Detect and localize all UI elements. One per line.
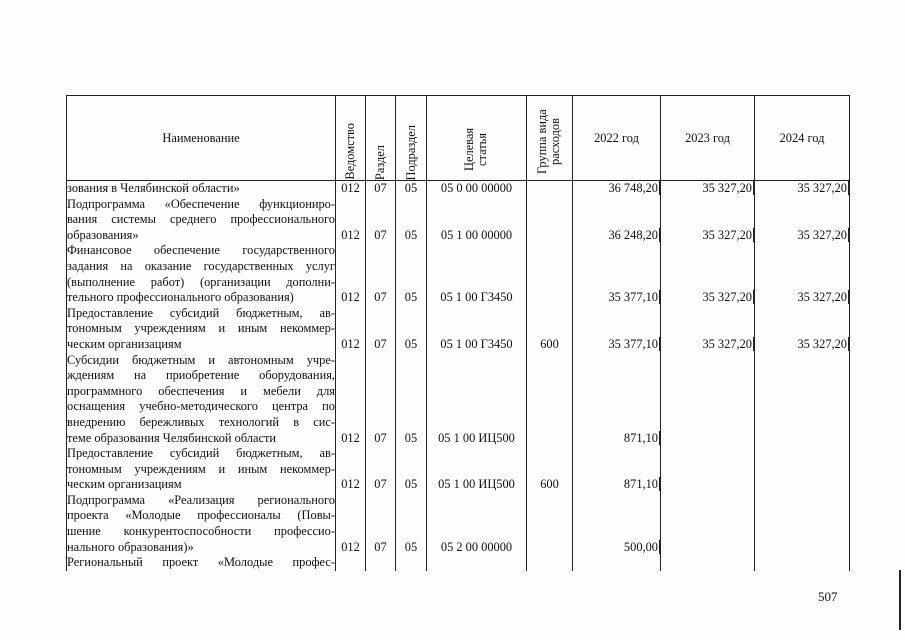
row-2024-value: 35 327,20 [797, 290, 847, 305]
row-2023 [661, 353, 755, 447]
header-target: Целевая статья [427, 96, 527, 181]
table-row-partial [67, 555, 850, 571]
row-2022-value: 35 377,10 [608, 336, 658, 351]
row-group: 600 [527, 446, 573, 493]
table-row [67, 181, 850, 197]
table-body [67, 181, 850, 571]
row-2022-value: 871,10 [623, 477, 658, 492]
row-2023 [661, 243, 755, 305]
row-podrazdel: 05 [396, 243, 427, 305]
row-razdel: 07 [366, 197, 396, 244]
row-2024 [755, 306, 850, 353]
table-row [67, 243, 850, 305]
empty-cell [755, 555, 850, 571]
row-vedomstvo: 012 [336, 197, 366, 244]
row-2022 [573, 181, 661, 197]
row-name-line: тономным учреждениям и иным некоммер- [67, 321, 335, 336]
row-target: 05 1 00 ИЦ500 [427, 446, 527, 493]
row-name-line: (выполнение работ) (организации дополни- [67, 274, 335, 289]
row-target: 05 2 00 00000 [427, 493, 527, 555]
header-podrazdel: Подраздел [396, 96, 427, 181]
row-podrazdel: 05 [396, 306, 427, 353]
row-2022 [573, 446, 661, 493]
row-podrazdel: 05 [396, 181, 427, 197]
row-name-line: зования в Челябинской области» [67, 181, 240, 195]
row-2022-value: 36 248,20 [608, 227, 658, 242]
row-name-line: Предоставление субсидий бюджетным, ав- [67, 446, 335, 461]
row-name [67, 493, 336, 555]
header-2022: 2022 год [573, 96, 661, 181]
table-row [67, 306, 850, 353]
row-name [67, 353, 336, 447]
row-2024 [755, 197, 850, 244]
row-vedomstvo: 012 [336, 306, 366, 353]
header-razdel: Раздел [366, 96, 396, 181]
row-2023-value: 35 327,20 [702, 227, 752, 242]
row-2024-value [848, 477, 849, 491]
row-name-line: нального образования)» [67, 539, 194, 554]
row-name [67, 555, 336, 571]
empty-cell [573, 555, 661, 571]
row-2024 [755, 353, 850, 447]
row-name-line: тономным учреждениям и иным некоммер- [67, 461, 335, 476]
row-2022-value: 36 748,20 [608, 181, 658, 195]
row-name-line: ческим организациям [67, 477, 182, 492]
header-group: Группа вида расходов [527, 96, 573, 181]
row-2024 [755, 181, 850, 197]
row-group: 600 [527, 306, 573, 353]
row-razdel: 07 [366, 181, 396, 197]
row-razdel: 07 [366, 446, 396, 493]
row-podrazdel: 05 [396, 446, 427, 493]
empty-cell [527, 555, 573, 571]
row-2022 [573, 306, 661, 353]
row-2023-value [753, 477, 754, 491]
row-podrazdel: 05 [396, 493, 427, 555]
row-2023 [661, 446, 755, 493]
row-group [527, 181, 573, 197]
row-name [67, 243, 336, 305]
row-2023-value [753, 431, 754, 445]
row-name-line: теме образования Челябинской области [67, 430, 277, 445]
row-name [67, 197, 336, 244]
row-name-line: Подпрограмма «Реализация регионального [67, 492, 335, 507]
row-name-line: проекта «Молодые профессионалы (Повы- [67, 508, 335, 523]
header-vedomstvo: Ведомство [336, 96, 366, 181]
empty-cell [661, 555, 755, 571]
row-podrazdel: 05 [396, 353, 427, 447]
row-vedomstvo: 012 [336, 493, 366, 555]
row-2022-value: 35 377,10 [608, 290, 658, 305]
row-2022 [573, 243, 661, 305]
row-vedomstvo: 012 [336, 353, 366, 447]
row-2024-value: 35 327,20 [797, 181, 847, 195]
row-razdel: 07 [366, 306, 396, 353]
row-name-line: Субсидии бюджетным и автономным учре- [67, 352, 335, 367]
header-name: Наименование [67, 96, 336, 181]
row-target: 05 1 00 Г3450 [427, 306, 527, 353]
row-2023 [661, 181, 755, 197]
row-name-line: внедрению бережливых технологий в сис- [67, 414, 335, 429]
header-2024: 2024 год [755, 96, 850, 181]
row-2022-value: 500,00 [623, 539, 658, 554]
empty-cell [396, 555, 427, 571]
row-2022-value: 871,10 [623, 430, 658, 445]
row-group [527, 243, 573, 305]
row-group [527, 493, 573, 555]
row-2024 [755, 446, 850, 493]
row-name-line: программного обеспечения и мебели для [67, 383, 335, 398]
header-2023: 2023 год [661, 96, 755, 181]
row-name-line: тельного профессионального образования) [67, 290, 294, 305]
budget-table [66, 95, 850, 571]
page-edge-line [899, 570, 901, 630]
row-name [67, 306, 336, 353]
empty-cell [366, 555, 396, 571]
row-2023-value: 35 327,20 [702, 336, 752, 351]
table-row [67, 197, 850, 244]
row-razdel: 07 [366, 493, 396, 555]
row-target: 05 1 00 00000 [427, 197, 527, 244]
page-number: 507 [818, 589, 838, 604]
row-name-line: ческим организациям [67, 336, 182, 351]
row-2023-value: 35 327,20 [702, 290, 752, 305]
row-2024-value: 35 327,20 [797, 336, 847, 351]
row-2023 [661, 197, 755, 244]
row-2023-value [753, 540, 754, 554]
row-vedomstvo: 012 [336, 446, 366, 493]
row-vedomstvo: 012 [336, 243, 366, 305]
row-razdel: 07 [366, 243, 396, 305]
row-2024-value [848, 431, 849, 445]
row-razdel: 07 [366, 353, 396, 447]
row-2023 [661, 306, 755, 353]
table-row [67, 446, 850, 493]
row-2022 [573, 493, 661, 555]
row-name-line: оснащения учебно-методического центра по [67, 399, 335, 414]
row-2024-value: 35 327,20 [797, 227, 847, 242]
row-podrazdel: 05 [396, 197, 427, 244]
row-2024 [755, 243, 850, 305]
empty-cell [336, 555, 366, 571]
row-2023-value: 35 327,20 [702, 181, 752, 195]
row-target: 05 1 00 ИЦ500 [427, 353, 527, 447]
row-name-line: образования» [67, 227, 139, 242]
row-vedomstvo: 012 [336, 181, 366, 197]
row-name-line: задания на оказание государственных услуг [67, 258, 335, 273]
row-2022 [573, 353, 661, 447]
row-name-line: шение конкурентоспособности профессио- [67, 524, 335, 539]
row-name-line: Подпрограмма «Обеспечение функциониро- [67, 196, 335, 211]
row-group [527, 197, 573, 244]
row-2022 [573, 197, 661, 244]
row-target: 05 0 00 00000 [427, 181, 527, 197]
row-name-line: Предоставление субсидий бюджетным, ав- [67, 305, 335, 320]
table-row [67, 353, 850, 447]
row-2024-value [848, 540, 849, 554]
row-name-line: Региональный проект «Молодые профес- [67, 555, 335, 570]
table-row [67, 493, 850, 555]
row-name [67, 446, 336, 493]
row-2023 [661, 493, 755, 555]
row-name-line: ждениям на приобретение оборудования, [67, 368, 335, 383]
row-2024 [755, 493, 850, 555]
row-name-line: вания системы среднего профессионального [67, 212, 335, 227]
row-name-line: Финансовое обеспечение государственного [67, 243, 335, 258]
row-group [527, 353, 573, 447]
row-target: 05 1 00 Г3450 [427, 243, 527, 305]
row-name [67, 181, 336, 197]
empty-cell [427, 555, 527, 571]
table-header-row [67, 96, 850, 181]
